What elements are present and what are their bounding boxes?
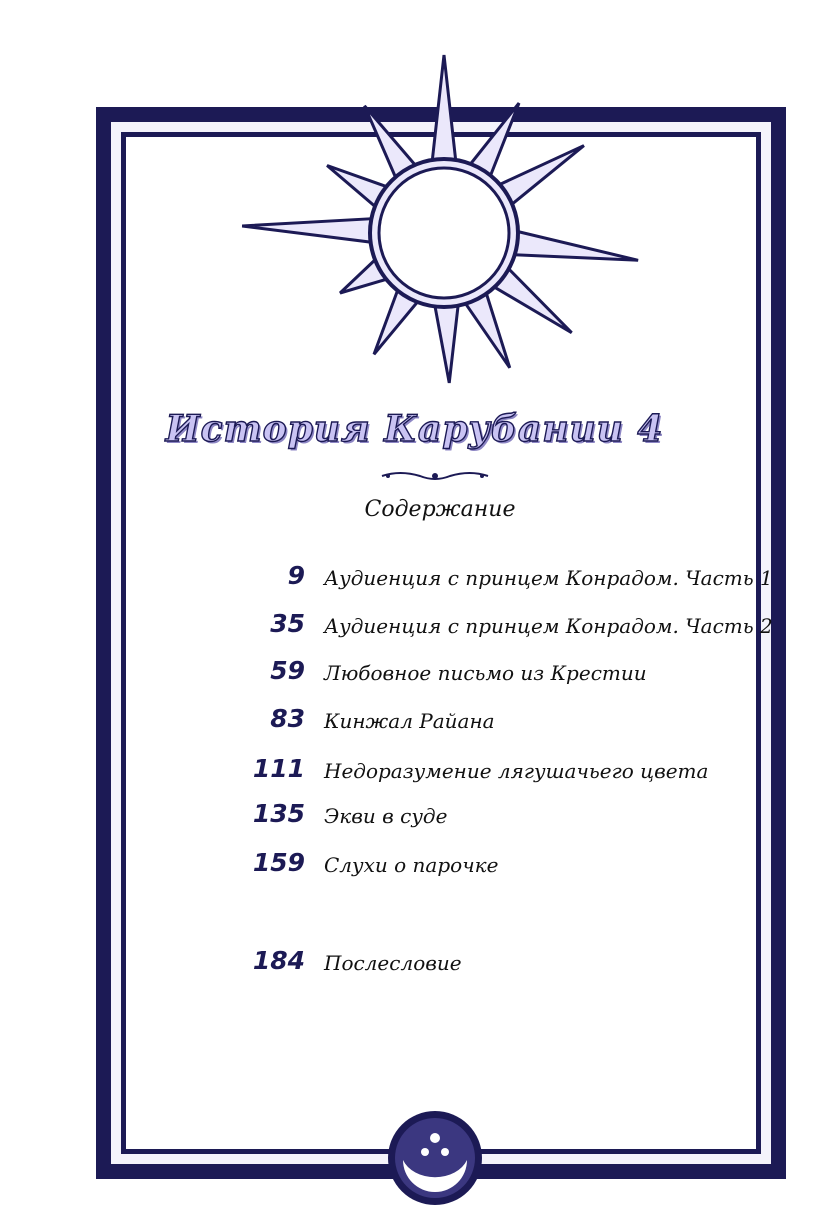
toc-page-number: 59 <box>270 656 305 685</box>
toc-entry[interactable] <box>0 608 829 644</box>
sun-ray <box>242 219 374 243</box>
contents-heading: Содержание <box>364 497 516 522</box>
toc-page-number: 83 <box>270 704 305 733</box>
sun-ray <box>512 231 638 260</box>
toc-chapter-title: Слухи о парочке <box>324 853 499 877</box>
toc-chapter-title: Недоразумение лягушачьего цвета <box>324 759 709 783</box>
sun-ray <box>434 303 458 383</box>
toc-entry[interactable] <box>0 847 829 883</box>
toc-entry[interactable] <box>0 703 829 739</box>
crescent-moon-emblem-icon <box>385 1108 485 1208</box>
toc-chapter-title: Аудиенция с принцем Конрадом. Часть 2 <box>324 614 773 638</box>
toc-page-number: 159 <box>252 848 305 877</box>
toc-page-number: 9 <box>287 561 305 590</box>
toc-chapter-title: Экви в суде <box>324 804 448 828</box>
toc-chapter-title: Любовное письмо из Крестии <box>324 661 647 685</box>
toc-chapter-title: Послесловие <box>324 951 462 975</box>
toc-entry[interactable] <box>0 560 829 596</box>
toc-chapter-title: Аудиенция с принцем Конрадом. Часть 1 <box>324 566 773 590</box>
book-title: История Карубании 4 <box>165 408 664 450</box>
toc-page-number: 184 <box>252 946 305 975</box>
toc-page-number: 35 <box>270 609 305 638</box>
toc-page-number: 111 <box>252 754 305 783</box>
toc-entry[interactable] <box>0 798 829 834</box>
sun-ray <box>432 55 456 163</box>
divider-ornament-icon <box>380 468 490 484</box>
toc-chapter-title: Кинжал Райана <box>324 709 495 733</box>
toc-entry[interactable] <box>0 753 829 789</box>
sun-ornament-icon <box>230 45 650 395</box>
toc-entry[interactable] <box>0 655 829 691</box>
toc-afterword[interactable] <box>0 945 829 981</box>
toc-page-number: 135 <box>252 799 305 828</box>
